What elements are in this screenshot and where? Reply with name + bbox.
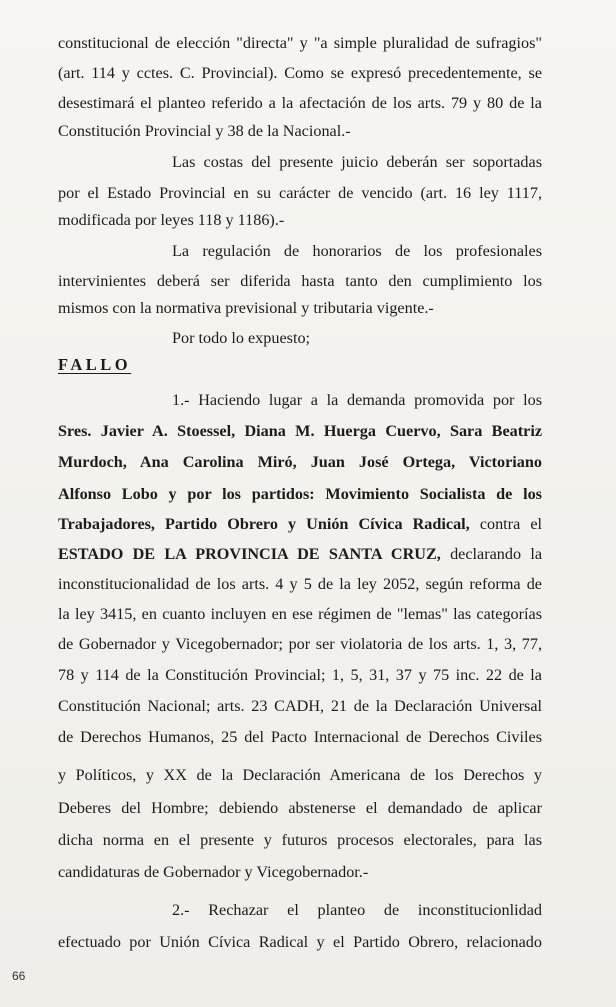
text-line: Constitución Provincial y 38 de la Nacional.-: [58, 122, 351, 140]
text-line: 2.- Rechazar el planteo de inconstitucionlidad: [172, 901, 542, 919]
text-line: Deberes del Hombre; debiendo abstenerse el demandado de aplicar: [58, 799, 542, 817]
text-line: y Políticos, y XX de la Declaración Americana de los Derechos y: [58, 766, 542, 784]
text: contra el: [479, 515, 543, 533]
text-line: de Gobernador y Vicegobernador; por ser violatoria de los arts. 1, 3, 77,: [58, 635, 542, 653]
text-line: modificada por leyes 118 y 1186).-: [58, 211, 285, 229]
text-line: (art. 114 y cctes. C. Provincial). Como se expresó precedentemente, se: [58, 64, 542, 82]
bold-text: Trabajadores, Partido Obrero y Unión Cívica Radical,: [58, 515, 470, 533]
text-line: La regulación de honorarios de los profesionales: [172, 242, 542, 260]
text-line: Las costas del presente juicio deberán ser soportadas: [172, 153, 542, 171]
text-line: constitucional de elección "directa" y "a simple pluralidad de sufragios": [58, 34, 542, 52]
text-line: Murdoch, Ana Carolina Miró, Juan José Ortega, Victoriano: [58, 453, 542, 471]
text-line: de Derechos Humanos, 25 del Pacto Internacional de Derechos Civiles: [58, 728, 542, 746]
text-line: [58, 514, 542, 534]
text-line: Constitución Nacional; arts. 23 CADH, 21 de la Declaración Universal: [58, 697, 542, 715]
text-line: efectuado por Unión Cívica Radical y el Partido Obrero, relacionado: [58, 933, 542, 951]
text-line: Alfonso Lobo y por los partidos: Movimiento Socialista de los: [58, 485, 542, 503]
text-line: candidaturas de Gobernador y Vicegobernador.-: [58, 863, 369, 881]
bold-text: ESTADO DE LA PROVINCIA DE SANTA CRUZ,: [58, 545, 441, 563]
text-line: Por todo lo expuesto;: [172, 329, 311, 347]
text-line: [58, 544, 542, 564]
text-line: 78 y 114 de la Constitución Provincial; 1, 5, 31, 37 y 75 inc. 22 de la: [58, 666, 542, 684]
text-line: desestimará el planteo referido a la afectación de los arts. 79 y 80 de la: [58, 94, 542, 112]
fallo-heading: FALLO: [58, 355, 132, 374]
text-line: la ley 3415, en cuanto incluyen en ese régimen de "lemas" las categorías: [58, 605, 542, 623]
text-line: 1.- Haciendo lugar a la demanda promovida por los: [172, 391, 542, 409]
text-line: inconstitucionalidad de los arts. 4 y 5 de la ley 2052, según reforma de: [58, 575, 542, 593]
text-line: por el Estado Provincial en su carácter de vencido (art. 16 ley 1117,: [58, 184, 542, 202]
text-line: mismos con la normativa previsional y tributaria vigente.-: [58, 299, 434, 317]
text-line: intervinientes deberá ser diferida hasta tanto den cumplimiento los: [58, 272, 542, 290]
text-line: dicha norma en el presente y futuros procesos electorales, para las: [58, 831, 542, 849]
text-line: Sres. Javier A. Stoessel, Diana M. Huerga Cuervo, Sara Beatriz: [58, 422, 542, 440]
text: declarando la: [450, 545, 543, 563]
page-number: 66: [12, 969, 26, 983]
